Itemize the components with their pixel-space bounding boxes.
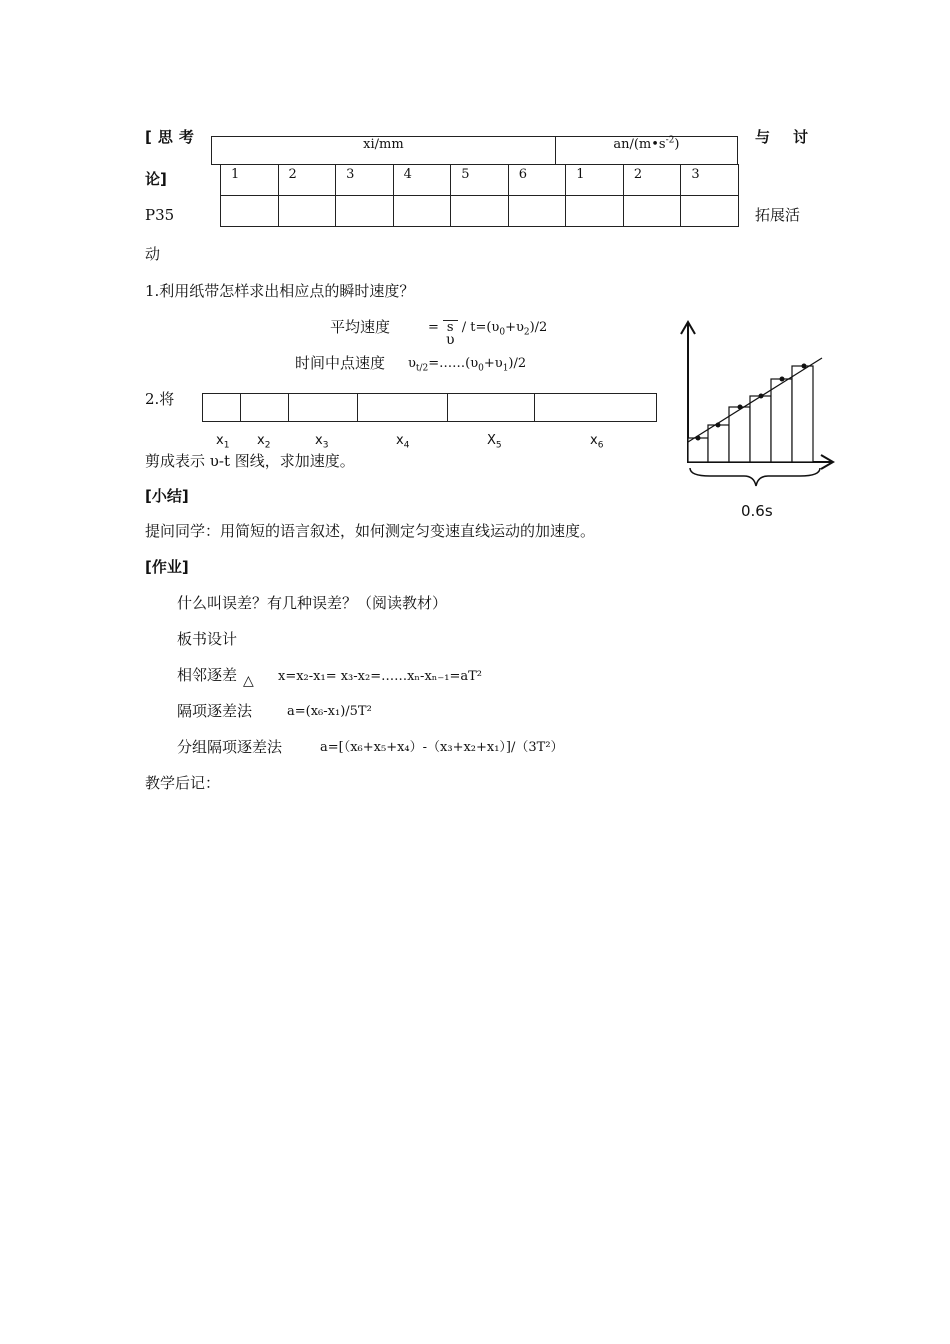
table-cell: [566, 196, 624, 227]
data-point: [802, 364, 807, 369]
tape-bar: [688, 438, 708, 462]
table-cell: [451, 196, 509, 227]
table-cell: [336, 196, 394, 227]
tape-divider: [447, 393, 448, 422]
avg-speed-label: 平均速度: [330, 318, 391, 336]
homework-heading: [作业]: [145, 558, 189, 576]
alternate-diff-label: 隔项逐差法: [177, 702, 253, 720]
afterword: 教学后记：: [145, 774, 221, 792]
adjacent-diff-formula: x=x₂-x₁= x₃-x₂=……xₙ-xₙ₋₁=aT²: [278, 669, 483, 684]
tape-label-x3: $x_3$: [315, 433, 329, 451]
table-row-index: [221, 165, 739, 196]
alternate-diff-formula: a=(x₆-x₁)/5T²: [287, 704, 372, 719]
table-cell: 2: [278, 165, 336, 196]
summary-heading: [小结]: [145, 487, 189, 505]
tape-divider: [240, 393, 241, 422]
tape-label-x5: $X_5$: [487, 433, 502, 451]
tape-divider: [534, 393, 535, 422]
table-cell: [221, 196, 279, 227]
v-symbol: υ: [446, 332, 455, 348]
data-table-header: [211, 136, 738, 165]
tape-bar: [750, 396, 771, 462]
question-2-suffix: 剪成表示 υ-t 图线，求加速度。: [145, 452, 355, 470]
duration-label: 0.6s: [741, 502, 773, 520]
data-table: [220, 164, 739, 227]
question-2-prefix: 2.将: [145, 390, 175, 408]
table-cell: [681, 196, 739, 227]
tape-label-x1: $x_1$: [216, 433, 230, 451]
table-cell: 4: [393, 165, 451, 196]
group-diff-label: 分组隔项逐差法: [177, 738, 283, 756]
homework-question: 什么叫误差？有几种误差？（阅读教材）: [177, 594, 448, 612]
page-reference: P35: [145, 206, 175, 224]
tape-divider: [357, 393, 358, 422]
section-label-discuss: 与 讨: [755, 128, 813, 146]
tape-bar: [708, 425, 729, 462]
delta-symbol: △: [243, 673, 254, 689]
table-cell: 2: [623, 165, 681, 196]
summary-text: 提问同学：用简短的语言叙述，如何测定匀变速直线运动的加速度。: [145, 522, 596, 540]
tape-bar: [729, 407, 750, 462]
data-point: [780, 377, 785, 382]
table-cell: 3: [336, 165, 394, 196]
table-cell: 6: [508, 165, 566, 196]
board-design: 板书设计: [177, 630, 238, 648]
data-point: [759, 394, 764, 399]
header-an: $an/(m•s^{-2})$: [555, 137, 737, 165]
header-xi: xi/mm: [212, 137, 556, 165]
table-cell: [393, 196, 451, 227]
table-cell: 1: [221, 165, 279, 196]
question-1: 1.利用纸带怎样求出相应点的瞬时速度？: [145, 282, 415, 300]
tape-bar: [771, 379, 792, 462]
avg-speed-formula: = $s / t=(\upsilon_0+\upsilon_2)/2$: [428, 320, 548, 338]
vt-graph: [670, 318, 840, 504]
mid-speed-label: 时间中点速度: [295, 354, 386, 372]
table-cell: [508, 196, 566, 227]
mid-speed-formula: $\upsilon_{t/2}=\dots\dots(\upsilon_0+\upsilon_1)/2$: [408, 356, 527, 374]
tape-label-x2: $x_2$: [257, 433, 271, 451]
expand-activity-cont: 动: [145, 245, 161, 263]
tape-divider: [288, 393, 289, 422]
data-point: [716, 423, 721, 428]
group-diff-formula: a=[（x₆+x₅+x₄）-（x₃+x₂+x₁）]/（3T²）: [320, 740, 564, 755]
table-cell: 1: [566, 165, 624, 196]
paper-tape: [202, 393, 657, 422]
brace-icon: [690, 468, 820, 486]
expand-activity-label: 拓展活: [755, 206, 801, 224]
tape-label-x6: $x_6$: [590, 433, 604, 451]
table-cell: [278, 196, 336, 227]
tape-label-x4: $x_4$: [396, 433, 410, 451]
table-cell: [623, 196, 681, 227]
table-cell: 3: [681, 165, 739, 196]
table-cell: 5: [451, 165, 509, 196]
tape-bar: [792, 366, 813, 462]
s-overbar: s: [443, 320, 458, 334]
adjacent-diff-label: 相邻逐差: [177, 666, 238, 684]
table-row-empty: [221, 196, 739, 227]
data-point: [738, 405, 743, 410]
section-label-cont: 论]: [145, 170, 167, 188]
data-point: [696, 436, 701, 441]
tape-bars: [688, 366, 813, 462]
section-label-think: [思考: [145, 128, 200, 146]
